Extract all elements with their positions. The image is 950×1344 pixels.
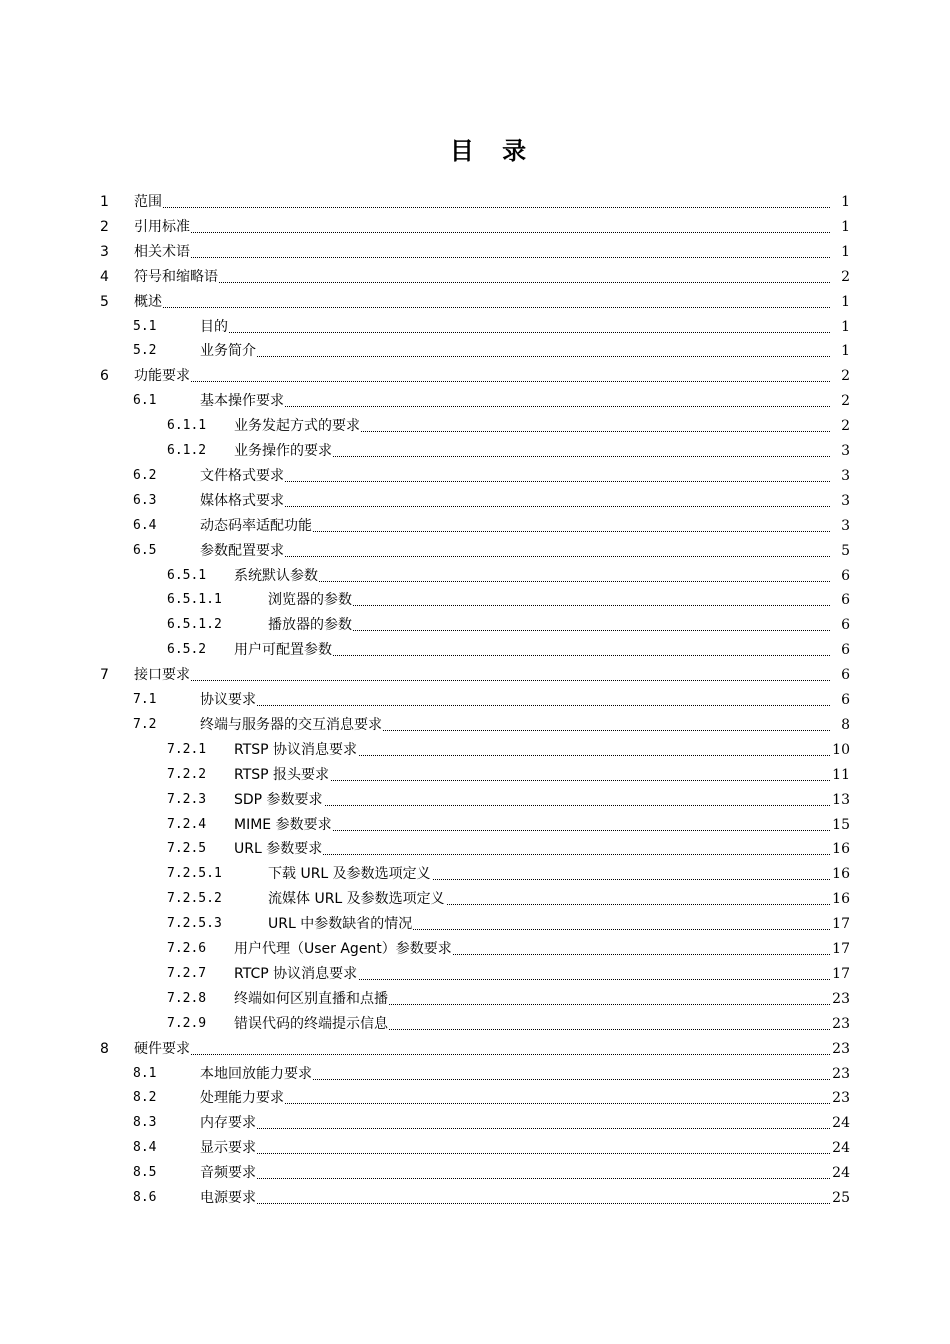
toc-entry-label: 用户代理（User Agent）参数要求: [234, 941, 452, 957]
dot-leader: [134, 282, 840, 283]
toc-entry-title: [268, 613, 840, 637]
toc-entry-number: 6.1.2: [167, 443, 207, 458]
toc-entry-title: [234, 763, 840, 787]
toc-entry-number: 8.3: [133, 1115, 157, 1131]
toc-entry-page-number: 17: [830, 937, 850, 961]
dot-leader: [134, 307, 840, 308]
toc-entry-number: 7.2.5.3: [167, 916, 222, 932]
toc-entry-page-number: 24: [830, 1161, 850, 1185]
toc-entry-label: URL 参数要求: [234, 841, 323, 858]
toc-entry-title: [234, 987, 840, 1011]
toc-entry-label: 流媒体 URL 及参数选项定义: [268, 891, 445, 908]
toc-entry-number: 7.2.7: [167, 965, 207, 981]
toc-entry-title: [234, 638, 840, 662]
dot-leader: [200, 1178, 840, 1179]
toc-entry-title: [234, 788, 840, 812]
toc-entry-number: 7.2: [133, 716, 157, 732]
toc-entry-page-number: 15: [830, 813, 850, 837]
toc-entry-title: [234, 962, 840, 986]
toc-entry-number: 7.2.6: [167, 941, 207, 956]
toc-entry-label: 播放器的参数: [268, 617, 352, 634]
toc-entry-page-number: 23: [830, 1086, 850, 1110]
toc-entry-title: [200, 539, 840, 563]
toc-entry-page-number: 1: [830, 290, 850, 314]
toc-entry[interactable]: [0, 364, 950, 388]
toc-entry[interactable]: [0, 1111, 950, 1135]
toc-entry-title: [200, 713, 840, 737]
toc-entry-title: [134, 1037, 840, 1061]
toc-entry-label: 浏览器的参数: [268, 592, 352, 609]
dot-leader: [200, 481, 840, 482]
page-title: 目 录: [449, 137, 537, 165]
toc-entry-title: [268, 588, 840, 612]
toc-entry[interactable]: [0, 713, 950, 737]
toc-entry-label: 本地回放能力要求: [200, 1065, 312, 1082]
toc-entry-number: 7.2.5: [167, 841, 207, 857]
toc-entry-page-number: 17: [830, 962, 850, 986]
toc-entry-page-number: 6: [830, 638, 850, 662]
toc-entry[interactable]: [0, 937, 950, 961]
toc-entry[interactable]: [0, 912, 950, 936]
toc-entry[interactable]: [0, 564, 950, 588]
toc-entry-label: 业务操作的要求: [234, 443, 332, 459]
toc-entry-title: [200, 339, 840, 363]
toc-entry-page-number: 5: [830, 539, 850, 563]
toc-entry-label: 动态码率适配功能: [200, 517, 312, 534]
toc-entry-title: [200, 489, 840, 513]
toc-entry-number: 7.2.5.1: [167, 866, 222, 882]
toc-entry-page-number: 16: [830, 862, 850, 886]
toc-entry-page-number: 2: [830, 265, 850, 289]
toc-entry-page-number: 3: [830, 464, 850, 488]
toc-entry[interactable]: [0, 962, 950, 986]
toc-entry-label: 电源要求: [200, 1190, 256, 1206]
toc-entry-page-number: 6: [830, 613, 850, 637]
toc-entry-title: [200, 1161, 840, 1185]
toc-entry-title: [200, 1111, 840, 1135]
toc-entry-title: [234, 1012, 840, 1036]
toc-entry-page-number: 1: [830, 315, 850, 339]
toc-entry[interactable]: [0, 813, 950, 837]
toc-entry[interactable]: [0, 1086, 950, 1110]
toc-entry-title: [234, 738, 840, 762]
dot-leader: [200, 506, 840, 507]
toc-entry-number: 6: [100, 368, 109, 385]
toc-entry-page-number: 3: [830, 439, 850, 463]
toc-entry-page-number: 17: [830, 912, 850, 936]
toc-entry-title: [200, 1086, 840, 1110]
toc-entry-title: [234, 414, 840, 438]
toc-entry-title: [134, 290, 840, 314]
toc-entry[interactable]: [0, 1136, 950, 1160]
toc-entry[interactable]: [0, 514, 950, 538]
toc-entry-label: 符号和缩略语: [134, 268, 218, 285]
toc-entry-title: [234, 439, 840, 463]
toc-entry-label: 范围: [134, 194, 162, 210]
toc-entry-number: 6.5: [133, 542, 157, 558]
toc-entry-page-number: 13: [830, 788, 850, 812]
toc-entry-label: 终端与服务器的交互消息要求: [200, 716, 382, 733]
toc-entry-label: 相关术语: [134, 243, 190, 260]
toc-entry-label: RTCP 协议消息要求: [234, 965, 358, 982]
toc-entry-title: [134, 265, 840, 289]
toc-entry-number: 4: [100, 268, 109, 285]
toc-entry-number: 6.5.1.2: [167, 617, 222, 633]
toc-entry-number: 6.3: [133, 492, 157, 508]
toc-entry-title: [200, 688, 840, 712]
toc-entry-title: [200, 1136, 840, 1160]
toc-entry-page-number: 24: [830, 1136, 850, 1160]
toc-entry-number: 6.5.1: [167, 567, 207, 583]
dot-leader: [200, 332, 840, 333]
toc-entry-label: 系统默认参数: [234, 567, 318, 584]
toc-entry-number: 7: [100, 667, 109, 684]
toc-entry-label: URL 中参数缺省的情况: [268, 916, 413, 933]
toc-entry-page-number: 24: [830, 1111, 850, 1135]
dot-leader: [134, 1054, 840, 1055]
toc-entry-label: 引用标准: [134, 218, 190, 235]
toc-entry-label: 媒体格式要求: [200, 492, 284, 509]
toc-entry-page-number: 2: [830, 364, 850, 388]
toc-entry-label: 协议要求: [200, 692, 256, 708]
toc-entry-title: [200, 389, 840, 413]
dot-leader: [200, 705, 840, 706]
toc-entry-label: 接口要求: [134, 667, 190, 684]
dot-leader: [268, 605, 840, 606]
toc-entry[interactable]: [0, 464, 950, 488]
toc-entry-title: [200, 514, 840, 538]
toc-entry-title: [134, 663, 840, 687]
toc-entry-title: [134, 240, 840, 264]
dot-leader: [134, 381, 840, 382]
toc-entry-label: 业务简介: [200, 343, 256, 360]
toc-entry-label: RTSP 协议消息要求: [234, 741, 358, 758]
toc-entry[interactable]: [0, 688, 950, 712]
toc-entry[interactable]: [0, 414, 950, 438]
dot-leader: [234, 854, 840, 855]
dot-leader: [200, 406, 840, 407]
toc-entry[interactable]: [0, 1186, 950, 1210]
toc-entry[interactable]: [0, 1012, 950, 1036]
toc-entry-page-number: 1: [830, 240, 850, 264]
toc-entry-page-number: 16: [830, 837, 850, 861]
toc-entry-page-number: 6: [830, 564, 850, 588]
toc-entry-label: 参数配置要求: [200, 542, 284, 559]
toc-entry-number: 7.2.2: [167, 766, 207, 782]
toc-entry-number: 7.2.3: [167, 791, 207, 807]
toc-entry-number: 5: [100, 293, 109, 310]
toc-entry-title: [268, 887, 840, 911]
toc-entry-page-number: 1: [830, 339, 850, 363]
toc-entry-label: 用户可配置参数: [234, 642, 332, 659]
toc-entry-number: 6.2: [133, 467, 157, 483]
toc-entry[interactable]: [0, 1062, 950, 1086]
toc-entry-page-number: 6: [830, 663, 850, 687]
toc-entry[interactable]: [0, 215, 950, 239]
dot-leader: [200, 1128, 840, 1129]
toc-entry[interactable]: [0, 339, 950, 363]
toc-entry-number: 6.1.1: [167, 418, 207, 434]
toc-entry-number: 7.2.4: [167, 816, 207, 832]
dot-leader: [200, 356, 840, 357]
toc-entry[interactable]: [0, 663, 950, 687]
dot-leader: [134, 257, 840, 258]
toc-entry-title: [200, 1062, 840, 1086]
dot-leader: [134, 207, 840, 208]
toc-entry-page-number: 11: [830, 763, 850, 787]
toc-entry-label: MIME 参数要求: [234, 816, 332, 833]
toc-entry-number: 8: [100, 1040, 109, 1057]
toc-entry-page-number: 1: [830, 215, 850, 239]
toc-entry-number: 6.5.1.1: [167, 592, 222, 608]
toc-entry-page-number: 6: [830, 688, 850, 712]
toc-entry-title: [234, 937, 840, 961]
toc-entry-title: [234, 837, 840, 861]
toc-entry-title: [200, 464, 840, 488]
toc-entry[interactable]: [0, 862, 950, 886]
toc-entry-number: 8.6: [133, 1190, 157, 1205]
dot-leader: [200, 1153, 840, 1154]
toc-entry-label: 终端如何区别直播和点播: [234, 990, 388, 1007]
toc-entry-number: 3: [100, 243, 109, 260]
toc-entry[interactable]: [0, 439, 950, 463]
toc-entry-number: 8.2: [133, 1090, 157, 1106]
toc-entry-page-number: 3: [830, 514, 850, 538]
toc-entry-number: 5.2: [133, 343, 157, 359]
toc-entry-number: 1: [100, 194, 109, 210]
toc-entry-number: 7.2.9: [167, 1015, 207, 1031]
toc-entry[interactable]: [0, 1037, 950, 1061]
toc-entry[interactable]: [0, 290, 950, 314]
toc-entry-number: 6.4: [133, 517, 157, 533]
toc-entry[interactable]: [0, 837, 950, 861]
toc-entry[interactable]: [0, 763, 950, 787]
toc-entry-title: [134, 190, 840, 214]
toc-entry-number: 8.4: [133, 1140, 157, 1156]
toc-entry-label: 错误代码的终端提示信息: [234, 1015, 388, 1032]
toc-entry[interactable]: [0, 315, 950, 339]
toc-entry-page-number: 8: [830, 713, 850, 737]
toc-entry-number: 8.5: [133, 1165, 157, 1181]
toc-entry[interactable]: [0, 489, 950, 513]
toc-entry-label: 业务发起方式的要求: [234, 418, 360, 435]
toc-entry-title: [234, 813, 840, 837]
toc-entry[interactable]: [0, 887, 950, 911]
toc-entry-label: 目的: [200, 318, 228, 335]
toc-entry-page-number: 10: [830, 738, 850, 762]
dot-leader: [268, 630, 840, 631]
toc-entry-label: 基本操作要求: [200, 393, 284, 410]
toc-entry-page-number: 6: [830, 588, 850, 612]
toc-entry-page-number: 3: [830, 489, 850, 513]
toc-entry-label: 音频要求: [200, 1165, 256, 1182]
toc-entry-label: 显示要求: [200, 1140, 256, 1157]
dot-leader: [200, 1203, 840, 1204]
toc-entry-number: 8.1: [133, 1065, 157, 1081]
toc-entry-number: 6.1: [133, 393, 157, 409]
toc-entry[interactable]: [0, 738, 950, 762]
dot-leader: [200, 556, 840, 557]
toc-entry-page-number: 23: [830, 1012, 850, 1036]
toc-entry-label: 文件格式要求: [200, 467, 284, 484]
toc-entry-title: [200, 1186, 840, 1210]
toc-entry[interactable]: [0, 638, 950, 662]
toc-entry-title: [234, 564, 840, 588]
toc-entry-label: 内存要求: [200, 1115, 256, 1132]
toc-entry-number: 6.5.2: [167, 642, 207, 658]
toc-entry-label: 下载 URL 及参数选项定义: [268, 866, 431, 883]
toc-entry-page-number: 25: [830, 1186, 850, 1210]
toc-entry-number: 7.2.8: [167, 990, 207, 1006]
toc-entry-label: 功能要求: [134, 368, 190, 385]
toc-entry-page-number: 23: [830, 987, 850, 1011]
toc-entry[interactable]: [0, 987, 950, 1011]
toc-entry-label: 处理能力要求: [200, 1090, 284, 1107]
toc-entry[interactable]: [0, 588, 950, 612]
toc-entry[interactable]: [0, 190, 950, 214]
toc-entry-number: 7.2.1: [167, 741, 207, 757]
toc-entry-number: 5.1: [133, 318, 157, 334]
toc-entry-page-number: 2: [830, 414, 850, 438]
dot-leader: [134, 232, 840, 233]
toc-entry-title: [134, 215, 840, 239]
toc-entry[interactable]: [0, 1161, 950, 1185]
toc-entry[interactable]: [0, 613, 950, 637]
toc-entry-page-number: 2: [830, 389, 850, 413]
toc-entry-label: SDP 参数要求: [234, 791, 323, 808]
toc-entry-number: 7.1: [133, 692, 157, 707]
toc-entry[interactable]: [0, 389, 950, 413]
toc-entry-number: 2: [100, 218, 109, 235]
toc-entry-label: 硬件要求: [134, 1040, 190, 1057]
dot-leader: [234, 805, 840, 806]
toc-entry-page-number: 23: [830, 1062, 850, 1086]
toc-entry-title: [200, 315, 840, 339]
toc-entry-page-number: 1: [830, 190, 850, 214]
toc-entry[interactable]: [0, 788, 950, 812]
toc-entry[interactable]: [0, 265, 950, 289]
toc-entry-title: [268, 912, 840, 936]
dot-leader: [200, 1103, 840, 1104]
toc-entry-title: [134, 364, 840, 388]
toc-entry-title: [268, 862, 840, 886]
toc-entry-page-number: 16: [830, 887, 850, 911]
dot-leader: [234, 581, 840, 582]
toc-entry-label: RTSP 报头要求: [234, 766, 330, 783]
toc-entry[interactable]: [0, 539, 950, 563]
toc-entry-number: 7.2.5.2: [167, 891, 222, 907]
dot-leader: [134, 680, 840, 681]
toc-entry[interactable]: [0, 240, 950, 264]
toc-entry-page-number: 23: [830, 1037, 850, 1061]
toc-entry-label: 概述: [134, 293, 162, 310]
